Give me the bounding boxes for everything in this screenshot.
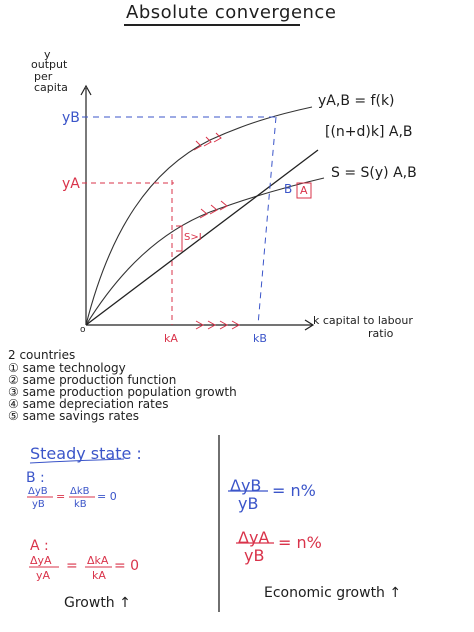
y-axis-label-per: per xyxy=(34,70,53,83)
a-eq-left-den: yA xyxy=(36,569,51,582)
right-b-val: = n% xyxy=(272,481,316,500)
kb-dashed-line xyxy=(258,117,276,325)
assumptions-header: 2 countries xyxy=(8,348,76,362)
assumption-item: ② same production function xyxy=(8,373,177,387)
right-a-val: = n% xyxy=(278,533,322,552)
steady-state-title: Steady state : xyxy=(30,444,142,463)
depreciation-line-label: [(n+d)k] A,B xyxy=(325,124,413,140)
depreciation-line xyxy=(86,150,318,325)
savings-arrow-3 xyxy=(220,201,227,210)
assumption-item: ③ same production population growth xyxy=(8,385,237,399)
a-eq-equals: = xyxy=(66,558,78,574)
assumption-item: ④ same depreciation rates xyxy=(8,397,169,411)
savings-arrow-2 xyxy=(210,205,217,214)
tick-label-kb: kB xyxy=(253,332,267,345)
right-a-den: yB xyxy=(244,546,265,565)
right-b-num: ΔyB xyxy=(230,476,262,495)
page-title: Absolute convergence xyxy=(126,2,337,23)
production-curve xyxy=(86,107,312,325)
growth-label: Growth ↑ xyxy=(64,595,131,611)
tick-label-yb: yB xyxy=(62,110,80,126)
assumption-item: ① same technology xyxy=(8,361,126,375)
b-eq-right-den: kB xyxy=(74,499,87,510)
tick-label-ya: yA xyxy=(62,176,80,192)
point-b-label: B xyxy=(284,182,293,196)
b-eq-tail: = 0 xyxy=(97,490,117,503)
a-eq-left-num: ΔyA xyxy=(30,554,52,567)
assumption-item: ⑤ same savings rates xyxy=(8,409,140,423)
y-axis-label-output: output xyxy=(31,58,68,71)
a-eq-right-den: kA xyxy=(92,569,106,582)
right-a-num: ΔyA xyxy=(238,528,270,547)
steady-state-a-label: A : xyxy=(30,538,49,554)
y-axis-label-y: y xyxy=(44,48,51,61)
steady-state-b-label: B : xyxy=(26,470,45,486)
gap-bracket xyxy=(176,226,182,251)
origin-label: o xyxy=(80,325,86,335)
gap-label: S>I xyxy=(184,232,202,243)
production-curve-label: yA,B = f(k) xyxy=(318,93,395,109)
savings-curve-label: S = S(y) A,B xyxy=(331,165,417,181)
savings-arrow-1 xyxy=(200,209,207,218)
savings-curve xyxy=(86,178,324,325)
b-eq-left-den: yB xyxy=(32,499,45,510)
x-axis-label: k capital to labour xyxy=(313,314,413,327)
y-axis-label-capita: capita xyxy=(34,81,68,94)
tick-label-ka: kA xyxy=(164,332,178,345)
b-eq-left-num: ΔyB xyxy=(28,486,48,497)
point-a-label: A xyxy=(300,184,308,197)
economic-growth-label: Economic growth ↑ xyxy=(264,585,402,601)
a-eq-tail: = 0 xyxy=(114,558,140,574)
a-eq-right-num: ΔkA xyxy=(87,554,109,567)
x-axis-label-ratio: ratio xyxy=(368,327,394,340)
b-eq-equals: = xyxy=(56,490,66,503)
right-b-den: yB xyxy=(238,494,259,513)
b-eq-right-num: ΔkB xyxy=(70,486,90,497)
